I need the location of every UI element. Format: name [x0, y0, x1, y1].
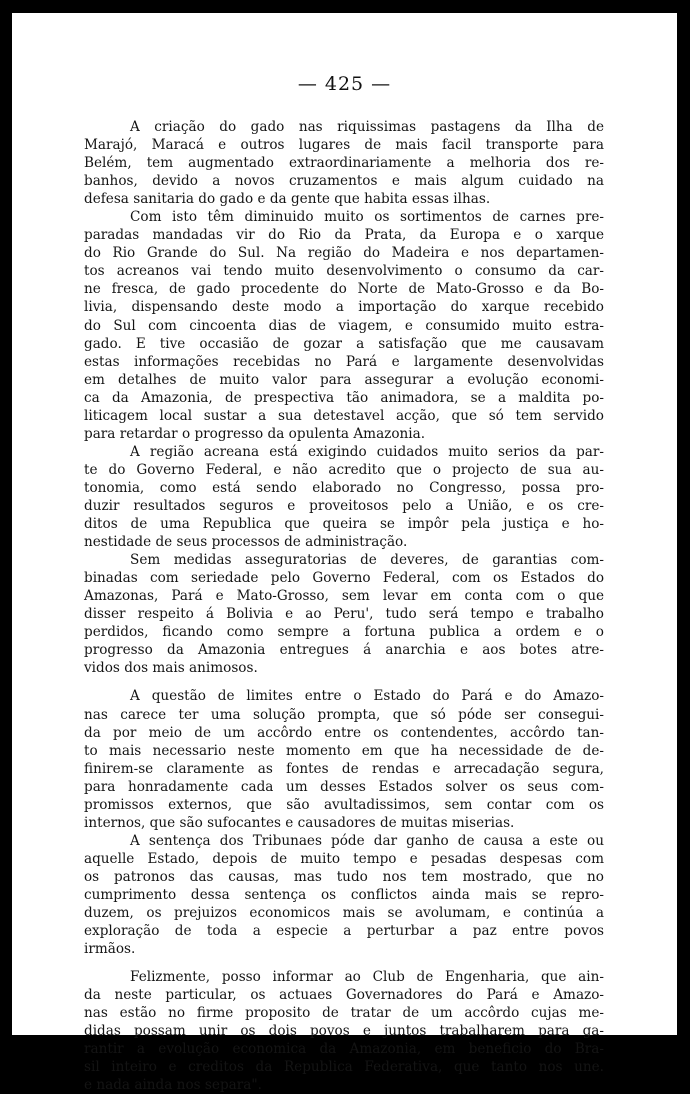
text-line: para retardar o progresso da opulenta Amazonia. [84, 425, 426, 442]
text-line: banhos, devido a novos cruzamentos e mais algum cuidado na [84, 173, 604, 190]
text-line: os patronos das causas, mas tudo nos tem mostrado, que no [84, 868, 604, 885]
text-line: vidos dos mais animosos. [84, 660, 258, 677]
paragraph [84, 832, 604, 958]
paragraph-gap [84, 958, 604, 968]
text-line: estas informações recebidas no Pará e largamente desenvolvidas [84, 353, 604, 370]
text-line: e nada ainda nos separa". [84, 1077, 262, 1094]
text-line: duzem, os prejuizos economicos mais se avolumam, e continúa a [84, 905, 604, 922]
text-line: para honradamente cada um desses Estados solver os seus com- [84, 778, 604, 795]
text-line: em detalhes de muito valor para assegurar a evolução economi- [84, 371, 604, 388]
text-line: binadas com seriedade pelo Governo Federal, com os Estados do [84, 570, 604, 587]
text-line: nas carece ter uma solução prompta, que só póde ser consegui- [84, 706, 604, 723]
text-line: ca da Amazonia, de prespectiva tão animadora, se a maldita po- [84, 389, 604, 406]
text-line: livia, dispensando deste modo a importação do xarque recebido [84, 299, 604, 316]
text-line: A questão de limites entre o Estado do Pará e do Amazo- [130, 688, 604, 705]
book-page [12, 13, 677, 1094]
text-line: finirem-se claramente as fontes de rendas e arrecadação segura, [84, 760, 604, 777]
paragraph [84, 208, 604, 443]
text-line: tos acreanos vai tendo muito desenvolvimento o consumo da car- [84, 263, 604, 280]
paragraph-gap [84, 677, 604, 687]
text-line: Marajó, Maracá e outros lugares de mais facil transporte para [84, 137, 604, 154]
paragraph [84, 118, 604, 208]
text-line: tonomia, como está sendo elaborado no Congresso, possa pro- [84, 479, 604, 496]
text-line: Amazonas, Pará e Mato-Grosso, sem levar em conta com o que [84, 588, 604, 605]
text-line: internos, que são sufocantes e causadores de muitas miserias. [84, 814, 515, 831]
text-line: Felizmente, posso informar ao Club de Engenharia, que ain- [130, 969, 604, 986]
text-line: Com isto têm diminuido muito os sortimentos de carnes pre- [130, 209, 604, 226]
text-line: promissos externos, que são avultadissimos, sem contar com os [84, 796, 604, 813]
text-line: A região acreana está exigindo cuidados muito serios da par- [130, 443, 604, 460]
paragraph [84, 687, 604, 831]
text-line: A criação do gado nas riquissimas pastagens da Ilha de [130, 119, 604, 135]
text-line: irmãos. [84, 941, 136, 958]
text-line: perdidos, ficando como sempre a fortuna publica a ordem e o [84, 624, 604, 641]
text-line: duzir resultados seguros e proveitosos pelo a União, e os cre- [84, 497, 604, 514]
paragraph [84, 551, 604, 677]
text-line: aquelle Estado, depois de muito tempo e pesadas despesas com [84, 850, 604, 867]
page-number: — 425 — [297, 73, 392, 95]
text-line: didas possam unir os dois povos e juntos trabalharem para ga- [84, 1023, 604, 1040]
paragraph [84, 443, 604, 551]
text-line: da neste particular, os actuaes Governadores do Pará e Amazo- [84, 987, 604, 1004]
text-line: do Sul com cincoenta dias de viagem, e consumido muito estra- [84, 317, 604, 334]
text-line: te do Governo Federal, e não acredito que o projecto de sua au- [84, 461, 604, 478]
text-line: sil inteiro e creditos da Republica Federativa, que tanto nos une. [84, 1059, 604, 1076]
text-line: exploração de toda a especie a perturbar a paz entre povos [84, 923, 604, 940]
text-line: Sem medidas asseguratorias de deveres, de garantias com- [130, 552, 604, 569]
paragraph [84, 968, 604, 1094]
text-line: ditos de uma Republica que queira se impôr pela justiça e ho- [84, 516, 604, 533]
text-line: disser respeito á Bolivia e ao Peru', tudo será tempo e trabalho [84, 606, 604, 623]
text-line: Belém, tem augmentado extraordinariamente a melhoria dos re- [84, 155, 604, 172]
text-line: defesa sanitaria do gado e da gente que habita essas ilhas. [84, 191, 491, 208]
text-line: ne fresca, de gado procedente do Norte de Mato-Grosso e da Bo- [84, 281, 604, 298]
body-text [84, 118, 604, 1094]
text-line: cumprimento dessa sentença os conflictos ainda mais se repro- [84, 886, 604, 903]
text-line: do Rio Grande do Sul. Na região do Madeira e nos departamen- [84, 245, 604, 262]
text-line: nestidade de seus processos de administração. [84, 534, 408, 551]
text-line: rantir a evolução economica da Amazonia, em beneficio do Bra- [84, 1041, 604, 1058]
text-line: to mais necessario neste momento em que ha necessidade de de- [84, 742, 604, 759]
text-line: gado. E tive occasião de gozar a satisfação que me causavam [84, 335, 604, 352]
text-line: da por meio de um accôrdo entre os contendentes, accôrdo tan- [84, 724, 604, 741]
text-line: liticagem local sustar a sua detestavel acção, que só tem servido [84, 407, 604, 424]
text-line: nas estão no firme proposito de tratar de um accôrdo cujas me- [84, 1005, 604, 1022]
text-line: A sentença dos Tribunaes póde dar ganho de causa a este ou [130, 832, 604, 849]
text-line: progresso da Amazonia entregues á anarchia e aos botes atre- [84, 642, 604, 659]
text-line: paradas mandadas vir do Rio da Prata, da Europa e o xarque [84, 227, 604, 244]
